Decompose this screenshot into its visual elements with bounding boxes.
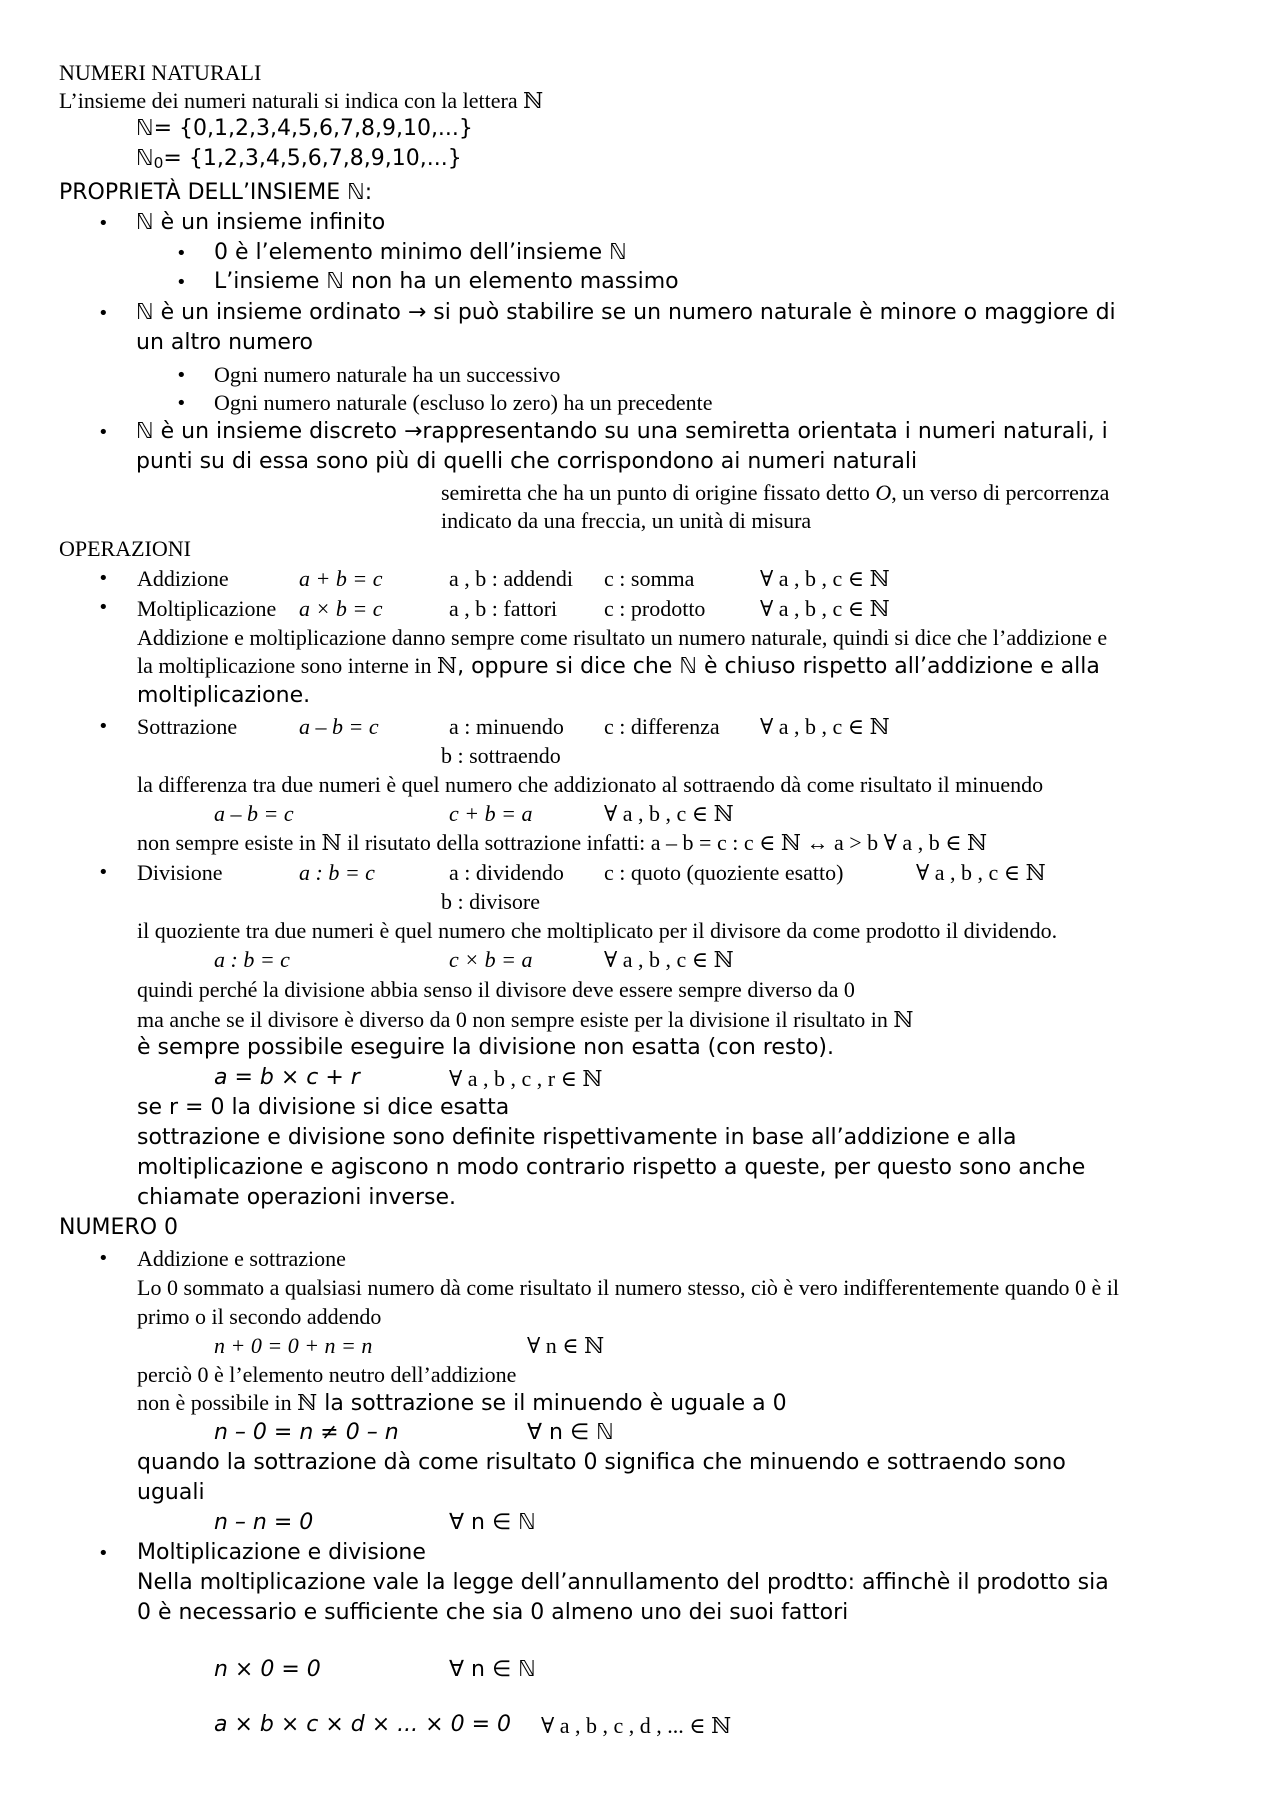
bullet-marker: • (98, 597, 109, 618)
zero-sub-equation: n – 0 = n ≠ 0 – n (214, 1420, 399, 1445)
semiretta-note-line2: indicato da una freccia, un unità di misura (441, 508, 812, 533)
bullet-marker: • (98, 568, 109, 589)
multiplication-terms: a , b : fattori (449, 596, 558, 621)
zero-same-line1: quando la sottrazione dà come risultato 0 significa che minuendo e sottraendo sono (137, 1450, 1066, 1475)
property-predecessor: Ogni numero naturale (escluso lo zero) ha un precedente (214, 390, 713, 415)
zero-add-equation: n + 0 = 0 + n = n (214, 1333, 373, 1358)
closure-line1: Addizione e moltiplicazione danno sempre come risultato un numero naturale, quindi si dice che l’addizione e (137, 625, 1108, 650)
forall-a-b-c: ∀ a , b , c ∈ ℕ (760, 596, 890, 621)
property-no-maximum: L’insieme ℕ non ha un elemento massimo (214, 269, 679, 294)
operations-heading: OPERAZIONI (59, 536, 191, 561)
addition-label: Addizione (137, 566, 229, 591)
closure-line2: la moltiplicazione sono interne in ℕ, oppure si dice che ℕ è chiuso rispetto all’addizione e alla (137, 653, 1100, 679)
forall-a-b-c: ∀ a , b , c ∈ ℕ (604, 947, 734, 972)
inverse-ops-line3: chiamate operazioni inverse. (137, 1185, 456, 1210)
bullet-marker: • (98, 303, 109, 324)
property-ordered-line2: un altro numero (136, 330, 313, 355)
zero-self-sub-equation: n – n = 0 (214, 1510, 314, 1535)
forall-n: ∀ n ∈ ℕ (527, 1333, 605, 1358)
division-definition: il quoziente tra due numeri è quel numero che moltiplicato per il divisore da come prodotto il dividendo. (137, 918, 1058, 943)
division-formula: a : b = c (299, 860, 375, 885)
property-discrete-line1: ℕ è un insieme discreto →rappresentando su una semiretta orientata i numeri naturali, i (136, 419, 1108, 444)
set-n: ℕ= {0,1,2,3,4,5,6,7,8,9,10,...} (136, 116, 473, 141)
zero-mul-div-label: Moltiplicazione e divisione (137, 1540, 426, 1565)
subtraction-definition: la differenza tra due numeri è quel numero che addizionato al sottraendo dà come risultato il minuendo (137, 772, 1044, 797)
multiplication-formula: a × b = c (299, 596, 383, 621)
bullet-marker: • (98, 1543, 109, 1564)
property-infinite: ℕ è un insieme infinito (136, 210, 386, 235)
document-title: NUMERI NATURALI (59, 60, 262, 85)
semiretta-note-line1: semiretta che ha un punto di origine fissato detto O, un verso di percorrenza (441, 480, 1110, 505)
multiplication-result: c : prodotto (604, 596, 706, 621)
forall-a-b-c: ∀ a , b , c ∈ ℕ (916, 860, 1046, 885)
division-exact: se r = 0 la divisione si dice esatta (137, 1095, 510, 1120)
zero-add-line2: primo o il secondo addendo (137, 1304, 382, 1329)
subtraction-inverse-equation: c + b = a (449, 801, 533, 826)
zero-product-law-line1: Nella moltiplicazione vale la legge dell’annullamento del prodtto: affinchè il prodotto sia (137, 1570, 1109, 1595)
property-discrete-line2: punti su di essa sono più di quelli che corrispondono ai numeri naturali (136, 449, 918, 474)
division-dividend: a : dividendo (449, 860, 564, 885)
forall-a-b-c-d: ∀ a , b , c , d , ... ∈ ℕ (541, 1713, 732, 1738)
bullet-marker: • (98, 862, 109, 883)
subtraction-subtrahend: b : sottraendo (441, 743, 561, 768)
bullet-marker: • (98, 716, 109, 737)
addition-terms: a , b : addendi (449, 566, 574, 591)
division-existence: ma anche se il divisore è diverso da 0 non sempre esiste per la divisione il risultato in ℕ (137, 1007, 914, 1032)
bullet-marker: • (176, 272, 187, 293)
properties-heading: PROPRIETÀ DELL’INSIEME ℕ: (59, 180, 373, 205)
forall-a-b-c-r: ∀ a , b , c , r ∈ ℕ (449, 1066, 603, 1091)
forall-a-b-c: ∀ a , b , c ∈ ℕ (604, 801, 734, 826)
zero-product-equation: a × b × c × d × ... × 0 = 0 (214, 1712, 511, 1737)
zero-subtraction-impossible: non è possibile in ℕ la sottrazione se il minuendo è uguale a 0 (137, 1390, 787, 1416)
subtraction-minuend: a : minuendo (449, 714, 564, 739)
subtraction-result: c : differenza (604, 714, 720, 739)
addition-formula: a + b = c (299, 566, 383, 591)
division-equation: a : b = c (214, 947, 290, 972)
zero-product-law-line2: 0 è necessario e sufficiente che sia 0 almeno uno dei suoi fattori (137, 1600, 849, 1625)
zero-neutral-element: perciò 0 è l’elemento neutro dell’addizione (137, 1362, 517, 1387)
zero-add-line1: Lo 0 sommato a qualsiasi numero dà come risultato il numero stesso, ciò è vero indifferentemente quando 0 è il (137, 1275, 1120, 1300)
forall-n: ∀ n ∈ ℕ (449, 1510, 536, 1535)
division-label: Divisione (137, 860, 223, 885)
division-nonzero-divisor: quindi perché la divisione abbia senso il divisore deve essere sempre diverso da 0 (137, 977, 855, 1002)
inverse-ops-line2: moltiplicazione e agiscono n modo contrario rispetto a queste, per questo sono anche (137, 1155, 1086, 1180)
zero-heading: NUMERO 0 (59, 1215, 179, 1240)
subtraction-equation: a – b = c (214, 801, 294, 826)
intro-line: L’insieme dei numeri naturali si indica con la lettera ℕ (59, 88, 544, 113)
bullet-marker: • (98, 1248, 109, 1269)
bullet-marker: • (176, 243, 187, 264)
forall-n: ∀ n ∈ ℕ (527, 1420, 614, 1445)
multiplication-label: Moltiplicazione (137, 596, 277, 621)
bullet-marker: • (98, 422, 109, 443)
forall-n: ∀ n ∈ ℕ (449, 1657, 536, 1682)
property-ordered-line1: ℕ è un insieme ordinato → si può stabilire se un numero naturale è minore o maggiore di (136, 300, 1116, 325)
division-result: c : quoto (quoziente esatto) (604, 860, 844, 885)
bullet-marker: • (98, 213, 109, 234)
property-minimum: 0 è l’elemento minimo dell’insieme ℕ (214, 240, 627, 265)
zero-same-line2: uguali (137, 1480, 205, 1505)
inverse-ops-line1: sottrazione e divisione sono definite rispettivamente in base all’addizione e alla (137, 1125, 1017, 1150)
property-successor: Ogni numero naturale ha un successivo (214, 362, 561, 387)
division-remainder-equation: a = b × c + r (214, 1065, 360, 1090)
addition-result: c : somma (604, 566, 695, 591)
division-divisor: b : divisore (441, 889, 540, 914)
subtraction-formula: a – b = c (299, 714, 379, 739)
bullet-marker: • (176, 365, 187, 386)
forall-a-b-c: ∀ a , b , c ∈ ℕ (760, 566, 890, 591)
subtraction-existence: non sempre esiste in ℕ il risutato della sottrazione infatti: a – b = c : c ∈ ℕ ↔ a > b ∀ a , b ∈ ℕ (137, 830, 988, 855)
zero-mul-equation: n × 0 = 0 (214, 1657, 321, 1682)
bullet-marker: • (176, 393, 187, 414)
zero-add-sub-label: Addizione e sottrazione (137, 1246, 346, 1271)
set-n0: ℕ$_0$= {1,2,3,4,5,6,7,8,9,10,...} (136, 146, 462, 172)
forall-a-b-c: ∀ a , b , c ∈ ℕ (760, 714, 890, 739)
division-with-remainder: è sempre possibile eseguire la divisione non esatta (con resto). (137, 1035, 834, 1060)
subtraction-label: Sottrazione (137, 714, 238, 739)
division-inverse-equation: c × b = a (449, 947, 533, 972)
closure-line3: moltiplicazione. (137, 683, 311, 708)
